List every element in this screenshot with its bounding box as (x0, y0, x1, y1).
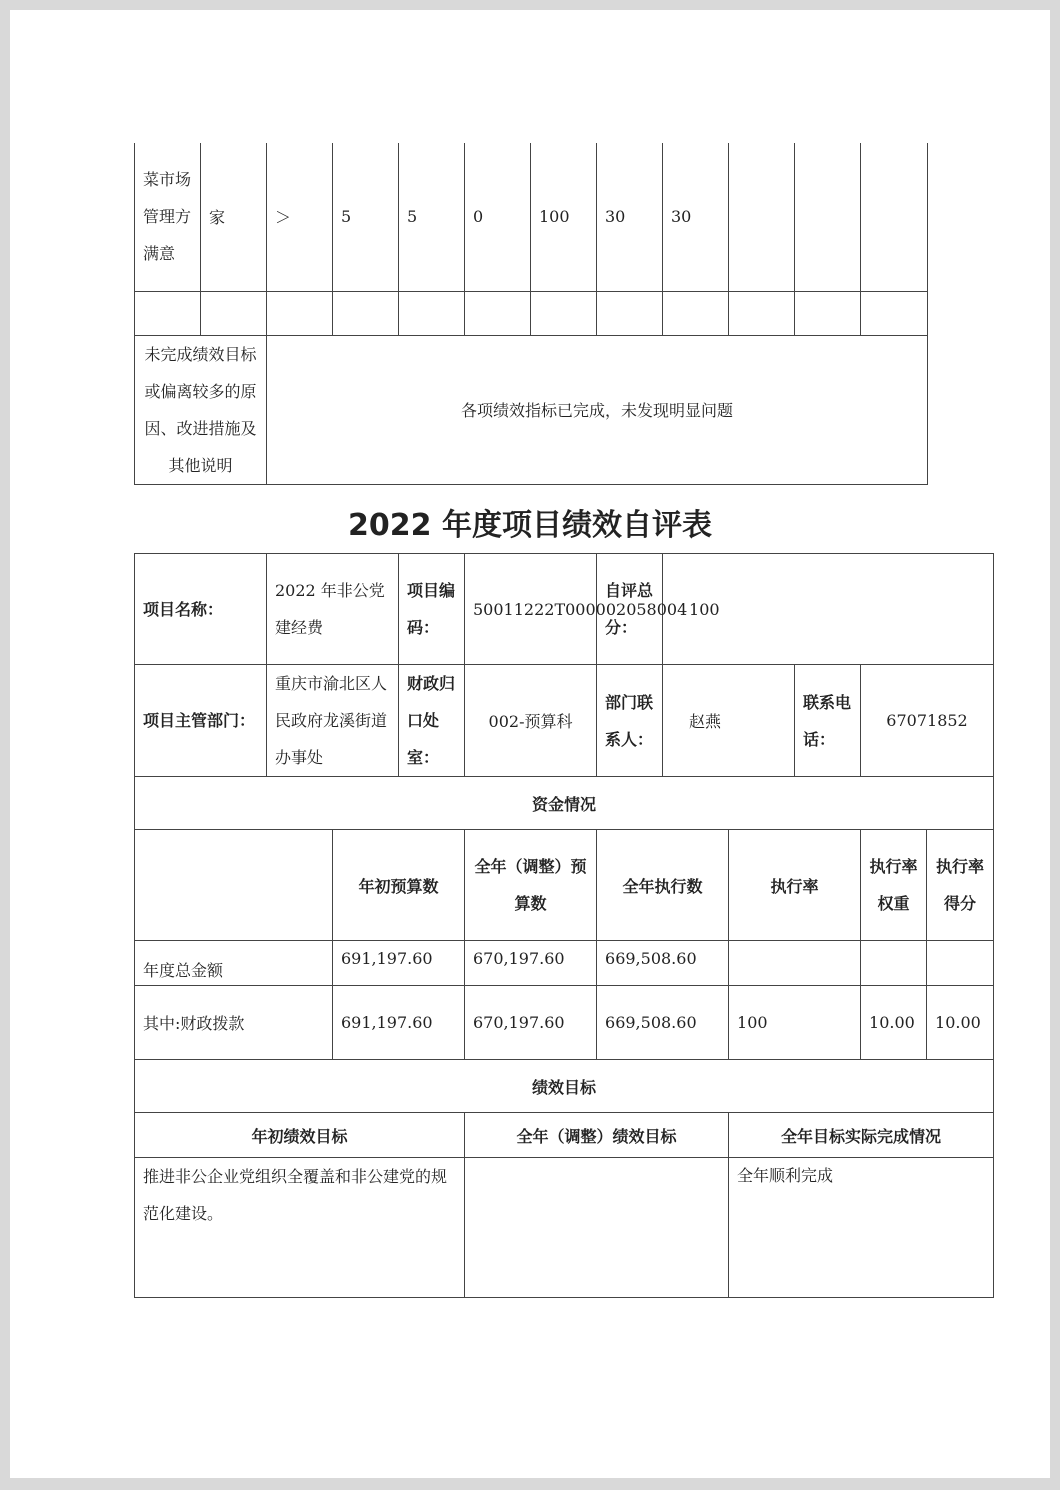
goals-header: 年初绩效目标 (135, 1113, 465, 1158)
project-code-value: 50011222T000002058004 (465, 554, 597, 665)
finance-label: 财政归口处室： (399, 665, 465, 777)
goal-initial: 推进非公企业党组织全覆盖和非公建党的规范化建设。 (135, 1158, 465, 1298)
table-cell (267, 291, 333, 335)
goals-header: 全年（调整）绩效目标 (465, 1113, 729, 1158)
dept-value: 重庆市渝北区人民政府龙溪街道办事处 (267, 665, 399, 777)
table-row (135, 1113, 994, 1158)
project-code-label: 项目编码： (399, 554, 465, 665)
table-cell: 691,197.60 (333, 941, 465, 986)
page-title: 2022 年度项目绩效自评表 (348, 508, 712, 543)
unit-cell: 家 (201, 143, 267, 291)
table-cell (333, 291, 399, 335)
funds-header: 执行率得分 (927, 830, 994, 941)
self-evaluation-table (134, 553, 994, 1298)
table-row (135, 143, 928, 291)
table-cell (729, 143, 795, 291)
table-cell (663, 291, 729, 335)
table-cell (201, 291, 267, 335)
funds-header: 全年（调整）预算数 (465, 830, 597, 941)
funds-header: 年初预算数 (333, 830, 465, 941)
table-cell (729, 941, 861, 986)
table-row (135, 830, 994, 941)
goal-actual: 全年顺利完成 (729, 1158, 994, 1298)
funds-row-label: 其中:财政拨款 (135, 986, 333, 1060)
funds-header: 执行率权重 (861, 830, 927, 941)
table-cell: 30 (663, 143, 729, 291)
table-cell (135, 291, 201, 335)
table-cell (531, 291, 597, 335)
funds-row-label: 年度总金额 (135, 941, 333, 986)
dept-label: 项目主管部门： (135, 665, 267, 777)
table-row (135, 665, 994, 777)
table-cell: 691,197.60 (333, 986, 465, 1060)
prev-indicator-table (134, 143, 928, 485)
indicator-name-cell: 菜市场管理方满意 (135, 143, 201, 291)
table-cell: 670,197.60 (465, 986, 597, 1060)
table-row (135, 1060, 994, 1113)
table-cell (861, 941, 927, 986)
table-cell: 100 (531, 143, 597, 291)
table-cell (795, 143, 861, 291)
phone-value: 67071852 (861, 665, 994, 777)
note-label: 未完成绩效目标或偏离较多的原因、改进措施及其他说明 (135, 335, 267, 484)
table-cell (597, 291, 663, 335)
table-row (135, 777, 994, 830)
table-cell (927, 941, 994, 986)
contact-value: 赵燕 (663, 665, 795, 777)
table-cell: 10.00 (927, 986, 994, 1060)
goals-section-title: 绩效目标 (135, 1060, 994, 1113)
table-cell: 669,508.60 (597, 986, 729, 1060)
table-cell: 0 (465, 143, 531, 291)
funds-section-title: 资金情况 (135, 777, 994, 830)
phone-label: 联系电话： (795, 665, 861, 777)
table-cell (729, 291, 795, 335)
table-cell: 30 (597, 143, 663, 291)
contact-label: 部门联系人： (597, 665, 663, 777)
table-cell (465, 291, 531, 335)
document-page (10, 10, 1050, 1478)
funds-header: 全年执行数 (597, 830, 729, 941)
finance-value: 002-预算科 (465, 665, 597, 777)
table-row (135, 335, 928, 484)
table-cell (399, 291, 465, 335)
table-row (135, 1158, 994, 1298)
table-row (135, 941, 994, 986)
project-name-value: 2022 年非公党建经费 (267, 554, 399, 665)
table-cell: 100 (729, 986, 861, 1060)
goals-header: 全年目标实际完成情况 (729, 1113, 994, 1158)
goal-adjusted (465, 1158, 729, 1298)
score-label: 自评总分： (597, 554, 663, 665)
operator-cell: ＞ (267, 143, 333, 291)
table-row (135, 554, 994, 665)
table-cell: 10.00 (861, 986, 927, 1060)
table-cell (861, 143, 928, 291)
table-cell (795, 291, 861, 335)
funds-header-blank (135, 830, 333, 941)
table-cell (861, 291, 928, 335)
project-name-label: 项目名称： (135, 554, 267, 665)
note-text: 各项绩效指标已完成，未发现明显问题 (267, 335, 928, 484)
table-cell: 5 (333, 143, 399, 291)
table-cell: 5 (399, 143, 465, 291)
table-cell: 669,508.60 (597, 941, 729, 986)
table-row (135, 986, 994, 1060)
funds-header: 执行率 (729, 830, 861, 941)
table-cell: 670,197.60 (465, 941, 597, 986)
score-value: 100 (663, 554, 994, 665)
table-row (135, 291, 928, 335)
